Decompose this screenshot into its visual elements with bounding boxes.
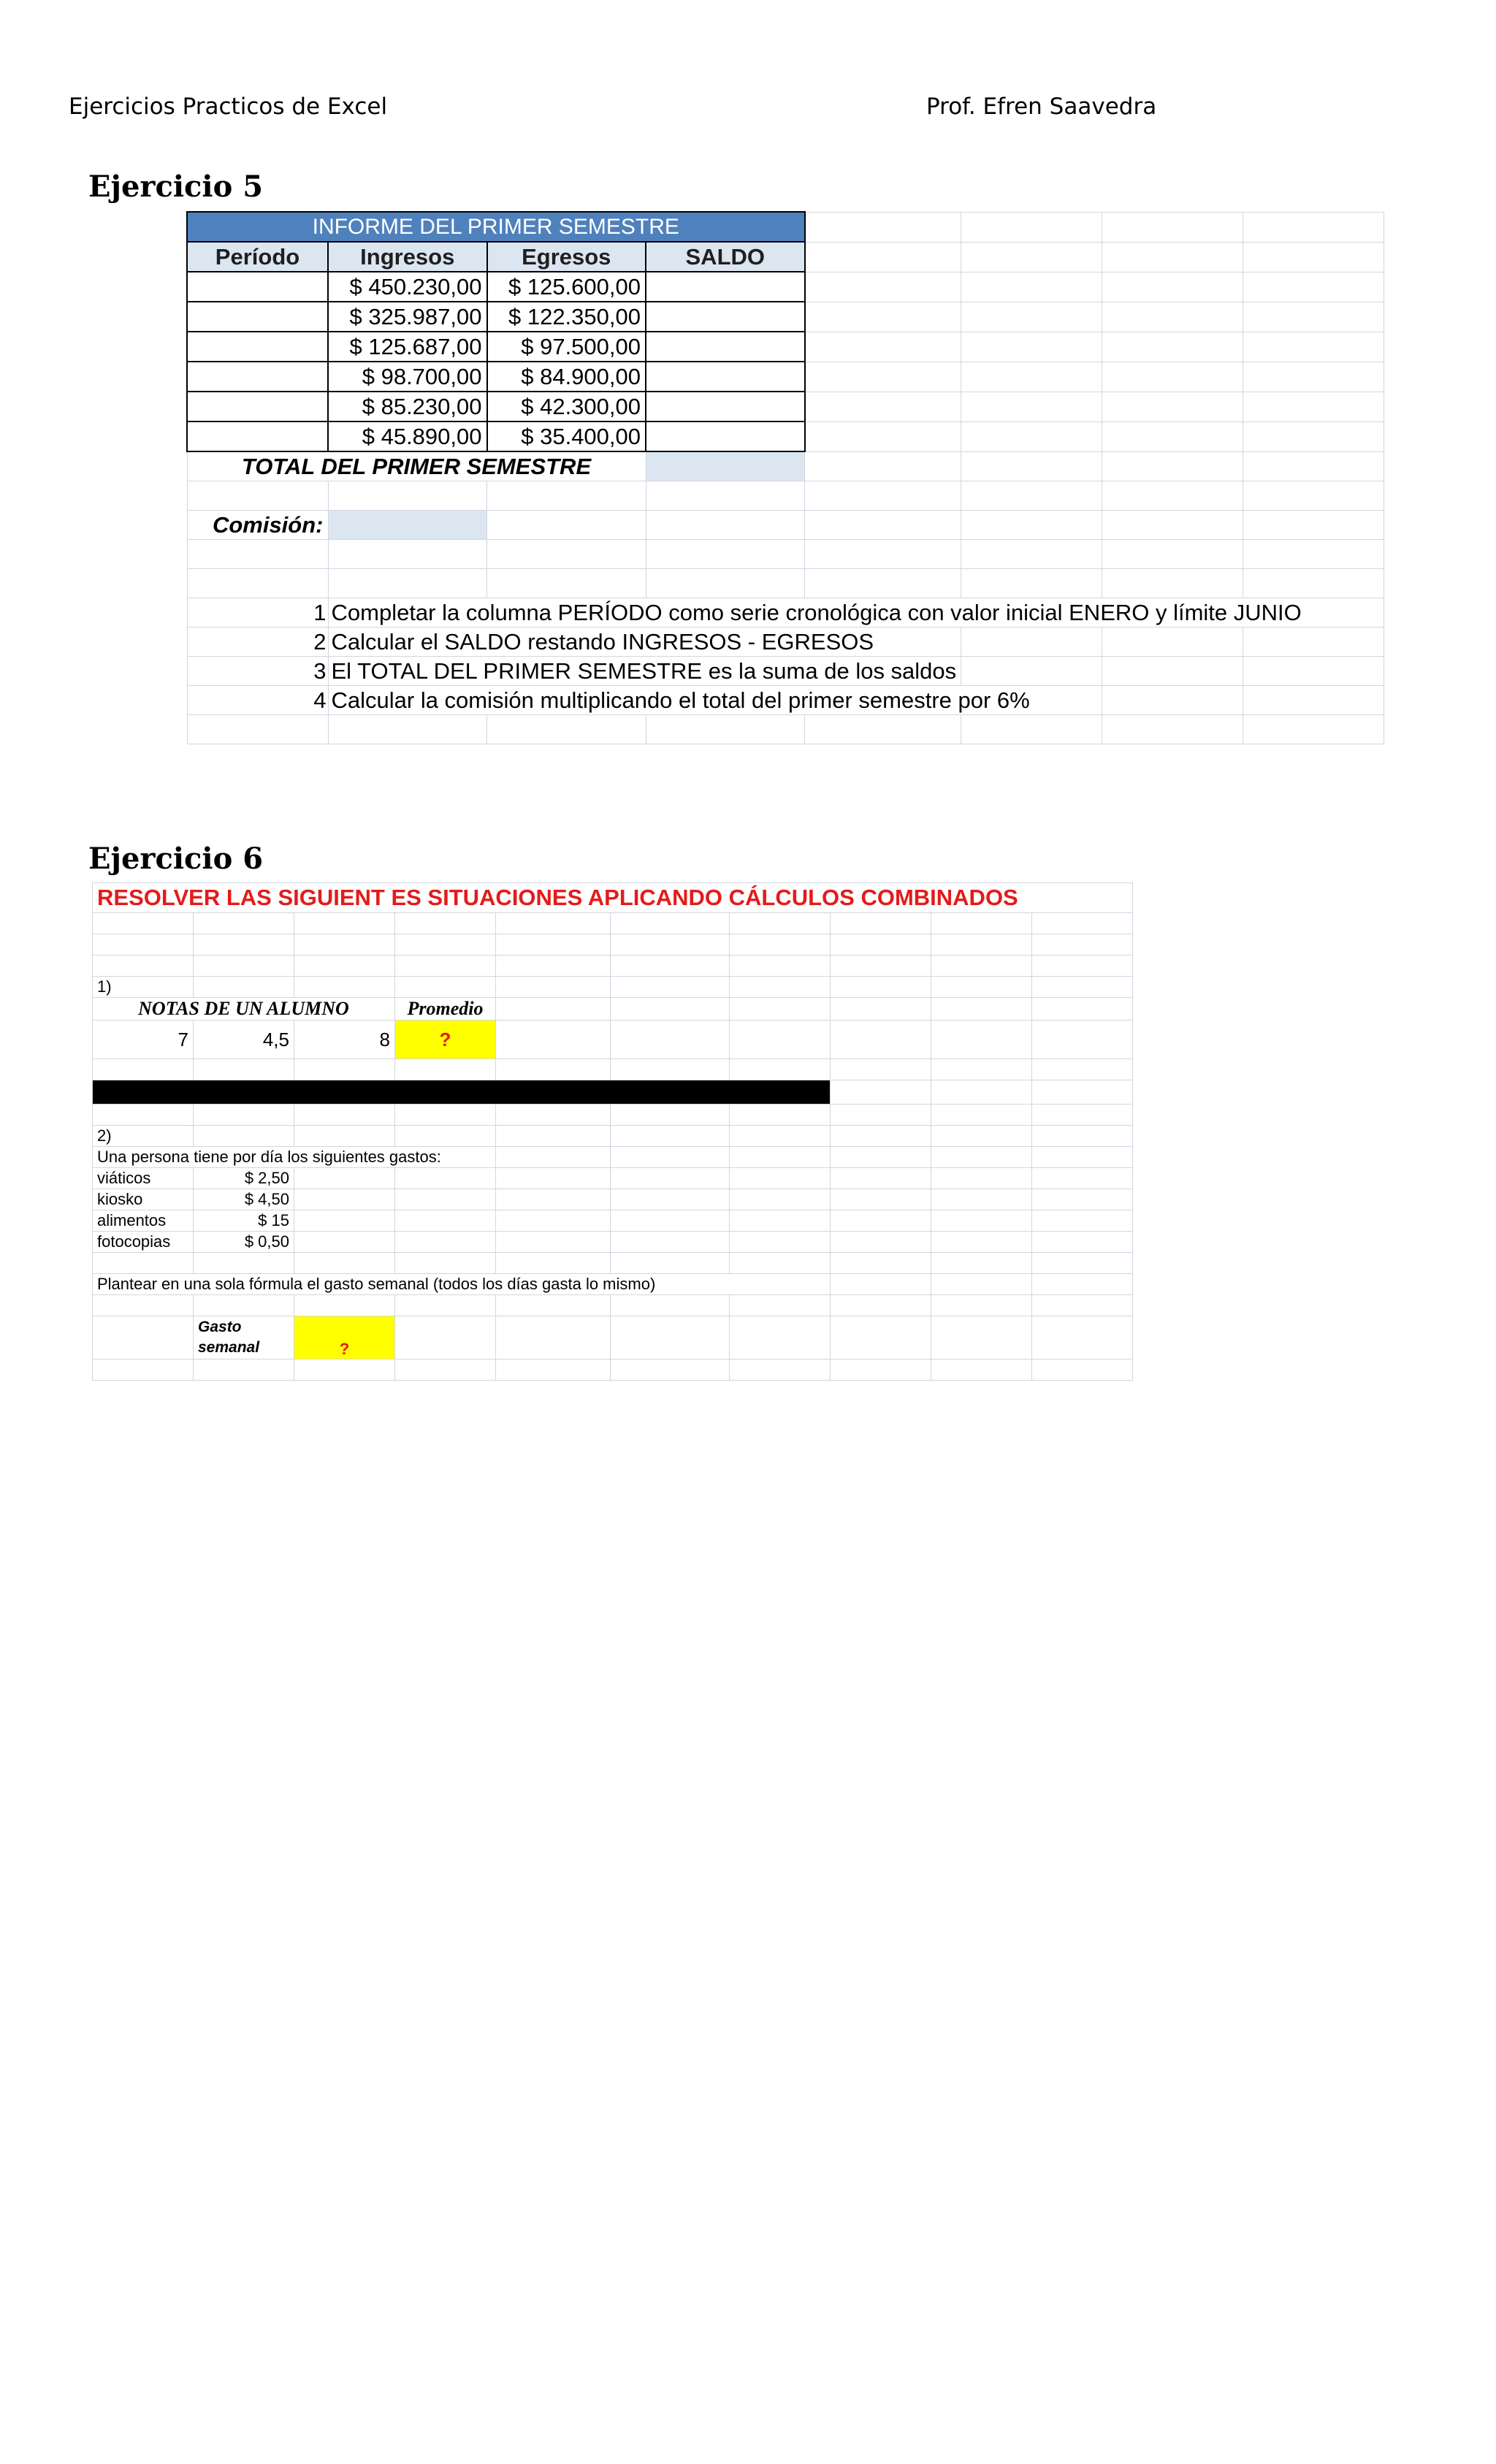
periodo-cell[interactable] <box>187 422 328 451</box>
expense-amount[interactable]: $ 15 <box>194 1210 294 1232</box>
table-row <box>187 302 1384 332</box>
problem-2-label: 2) <box>93 1126 194 1147</box>
notas-label: NOTAS DE UN ALUMNO <box>93 998 395 1021</box>
expense-amount[interactable]: $ 4,50 <box>194 1189 294 1210</box>
saldo-cell[interactable] <box>646 302 805 332</box>
saldo-cell[interactable] <box>646 272 805 302</box>
instruction-text: Calcular el SALDO restando INGRESOS - EGRESOS <box>328 628 961 657</box>
ingresos-cell[interactable]: $ 98.700,00 <box>328 362 487 392</box>
egresos-cell[interactable]: $ 97.500,00 <box>487 332 646 362</box>
separator-bar <box>93 1080 831 1105</box>
expense-row <box>93 1232 1133 1253</box>
egresos-cell[interactable]: $ 125.600,00 <box>487 272 646 302</box>
ingresos-cell[interactable]: $ 85.230,00 <box>328 392 487 422</box>
problem-1-label: 1) <box>93 977 194 998</box>
ex5-sheet <box>186 211 1384 744</box>
ex6-title: Ejercicio 6 <box>88 842 264 876</box>
gasto-instruction: Plantear en una sola fórmula el gasto semanal (todos los días gasta lo mismo) <box>93 1274 831 1295</box>
ex6-banner: RESOLVER LAS SIGUIENT ES SITUACIONES APLICANDO CÁLCULOS COMBINADOS <box>93 883 1133 913</box>
gasto-line-1: Gasto <box>198 1319 242 1335</box>
instruction-number: 3 <box>187 657 328 686</box>
commission-cell[interactable] <box>328 511 487 540</box>
egresos-cell[interactable]: $ 122.350,00 <box>487 302 646 332</box>
egresos-cell[interactable]: $ 35.400,00 <box>487 422 646 451</box>
instruction-number: 4 <box>187 686 328 715</box>
total-label: TOTAL DEL PRIMER SEMESTRE <box>187 451 646 481</box>
expense-name: fotocopias <box>93 1232 194 1253</box>
table-row <box>187 272 1384 302</box>
instruction-row <box>187 657 1384 686</box>
grade-cell[interactable]: 4,5 <box>194 1021 294 1059</box>
grade-cell[interactable]: 8 <box>294 1021 395 1059</box>
saldo-cell[interactable] <box>646 422 805 451</box>
col-periodo: Período <box>187 242 328 272</box>
total-cell[interactable] <box>646 451 805 481</box>
commission-label: Comisión: <box>187 511 328 540</box>
expense-amount[interactable]: $ 0,50 <box>194 1232 294 1253</box>
ingresos-cell[interactable]: $ 125.687,00 <box>328 332 487 362</box>
expense-row <box>93 1168 1133 1189</box>
col-egresos: Egresos <box>487 242 646 272</box>
instruction-row <box>187 598 1384 628</box>
saldo-cell[interactable] <box>646 392 805 422</box>
ingresos-cell[interactable]: $ 45.890,00 <box>328 422 487 451</box>
report-title: INFORME DEL PRIMER SEMESTRE <box>187 212 805 242</box>
gasto-line-2: semanal <box>198 1339 260 1356</box>
header-left: Ejercicios Practicos de Excel <box>69 94 388 120</box>
expenses-intro: Una persona tiene por día los siguientes gastos: <box>93 1147 496 1168</box>
saldo-cell[interactable] <box>646 362 805 392</box>
col-ingresos: Ingresos <box>328 242 487 272</box>
promedio-label: Promedio <box>395 998 496 1021</box>
instruction-number: 2 <box>187 628 328 657</box>
col-saldo: SALDO <box>646 242 805 272</box>
header-right: Prof. Efren Saavedra <box>926 94 1157 120</box>
instruction-text: El TOTAL DEL PRIMER SEMESTRE es la suma de los saldos <box>328 657 961 686</box>
periodo-cell[interactable] <box>187 392 328 422</box>
table-row <box>187 362 1384 392</box>
instruction-row <box>187 686 1384 715</box>
ex5-title: Ejercicio 5 <box>88 169 264 204</box>
periodo-cell[interactable] <box>187 272 328 302</box>
expense-name: alimentos <box>93 1210 194 1232</box>
saldo-cell[interactable] <box>646 332 805 362</box>
table-row <box>187 422 1384 451</box>
instruction-number: 1 <box>187 598 328 628</box>
ex6-sheet <box>92 882 1133 1381</box>
periodo-cell[interactable] <box>187 332 328 362</box>
instruction-row <box>187 628 1384 657</box>
instruction-text: Completar la columna PERÍODO como serie cronológica con valor inicial ENERO y límite JUNIO <box>328 598 1384 628</box>
expense-row <box>93 1189 1133 1210</box>
expense-name: viáticos <box>93 1168 194 1189</box>
ingresos-cell[interactable]: $ 325.987,00 <box>328 302 487 332</box>
table-row <box>187 332 1384 362</box>
expense-amount[interactable]: $ 2,50 <box>194 1168 294 1189</box>
table-row <box>187 392 1384 422</box>
periodo-cell[interactable] <box>187 362 328 392</box>
gasto-semanal-label <box>194 1316 294 1359</box>
promedio-answer-cell[interactable]: ? <box>395 1021 496 1059</box>
expense-name: kiosko <box>93 1189 194 1210</box>
periodo-cell[interactable] <box>187 302 328 332</box>
instruction-text: Calcular la comisión multiplicando el total del primer semestre por 6% <box>328 686 1102 715</box>
expense-row <box>93 1210 1133 1232</box>
egresos-cell[interactable]: $ 84.900,00 <box>487 362 646 392</box>
gasto-answer-cell[interactable]: ? <box>294 1316 395 1359</box>
ingresos-cell[interactable]: $ 450.230,00 <box>328 272 487 302</box>
grade-cell[interactable]: 7 <box>93 1021 194 1059</box>
egresos-cell[interactable]: $ 42.300,00 <box>487 392 646 422</box>
